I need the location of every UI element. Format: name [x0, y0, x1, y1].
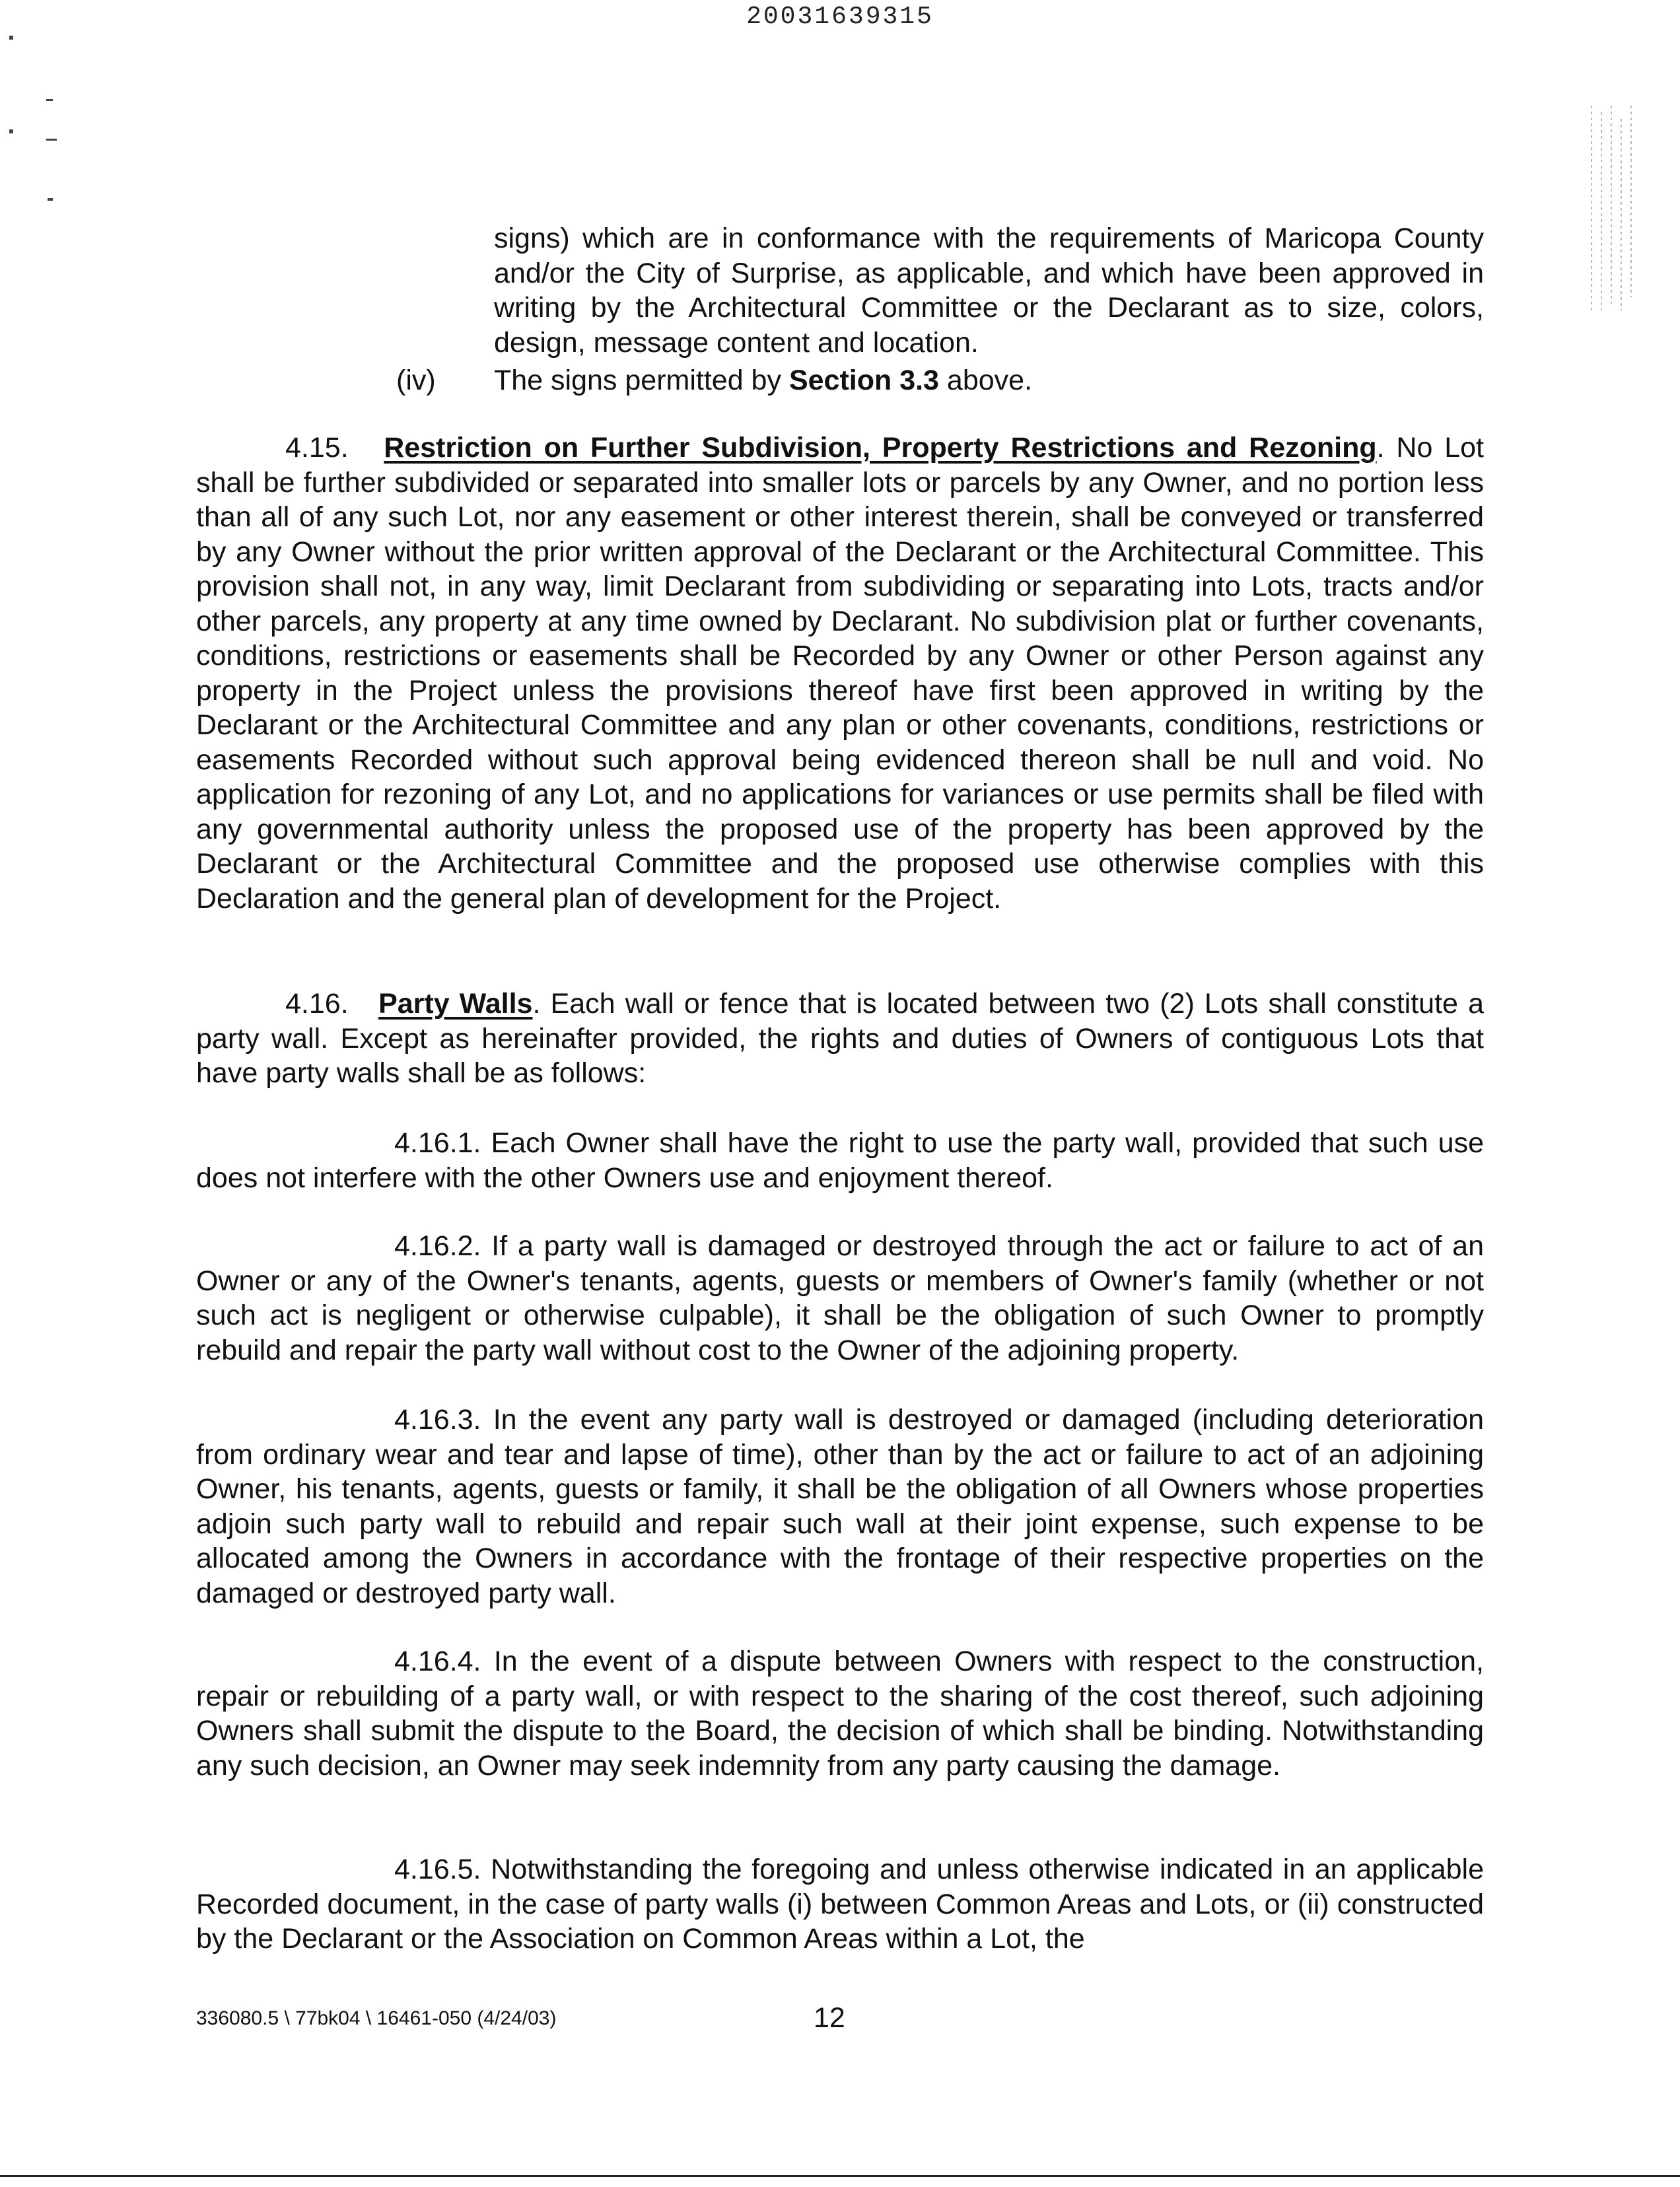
- subsection-number: 4.16.5.: [394, 1854, 481, 1885]
- section-reference: Section 3.3: [788, 364, 939, 396]
- subsection-4-16-2: [196, 1229, 1484, 1368]
- subsection-paragraph: [196, 1644, 1484, 1783]
- subsection-text: Each Owner shall have the right to use the party wall, provided that such use does not interfere with the other Owners use and enjoyment thereof.: [196, 1127, 1484, 1194]
- section-body: . No Lot shall be further subdivided or separated into smaller lots or parcels by any Owner, and no portion less than all of any such Lot, nor any easement or other interest therein, shall be conveyed or transferred by any Owner without the prior written approval of the Declarant or the Architectural Committee. This provision shall not, in any way, limit Declarant from subdividing or separating into Lots, tracts and/or other parcels, any property at any time owned by Declarant. No subdivision plat or further covenants, conditions, restrictions or easements shall be Recorded by any Owner or other Person against any property in the Project unless the provisions thereof have first been approved in writing by the Declarant or the Architectural Committee and any plan or other covenants, conditions, restrictions or easements Recorded without such approval being evidenced thereon shall be null and void. No application for rezoning of any Lot, and no applications for variances or use permits shall be filed with any governmental authority unless the proposed use of the property has been approved by the Declarant or the Architectural Committee and the proposed use otherwise complies with this Declaration and the general plan of development for the Project.: [196, 432, 1485, 915]
- subsection-paragraph: [196, 1126, 1484, 1195]
- scan-speck: [9, 129, 13, 133]
- recording-stamp-mark: [1585, 99, 1638, 317]
- subsection-text: In the event any party wall is destroyed or damaged (including deterioration from ordinary wear and tear and lapse of time), other than by the act or failure to act of an adjoining Owner, his tenants, agents, guests or family, it shall be the obligation of all Owners whose properties adjoin such party wall to rebuild and repair such wall at their joint expense, such expense to be allocated among the Owners in accordance with the frontage of their respective properties on the damaged or destroyed party wall.: [196, 1404, 1485, 1609]
- section-body: . Each wall or fence that is located between two (2) Lots shall constitute a party wall. Except as hereinafter provided, the rights and duties of Owners of contiguous Lots that have party walls shall be as follows:: [196, 988, 1484, 1089]
- subsection-paragraph: [196, 1229, 1484, 1368]
- subsection-text: If a party wall is damaged or destroyed through the act or failure to act of an Owner or any of the Owner's tenants, agents, guests or members of Owner's family (whether or not such act is negligent or otherwise culpable), it shall be the obligation of such Owner to promptly rebuild and repair the party wall without cost to the Owner of the adjoining property.: [196, 1230, 1484, 1366]
- item-number: (iv): [396, 364, 436, 396]
- scan-speck: [46, 139, 57, 141]
- continuation-text: signs) which are in conformance with the requirements of Maricopa County and/or the City of Surprise, as applicable, and which have been approved in writing by the Architectural Committee or the Declarant as to size, colors, design, message content and location.: [494, 223, 1484, 359]
- section-4-16: [196, 987, 1484, 1091]
- subsection-4-16-3: [196, 1403, 1484, 1611]
- item-text: [494, 363, 1032, 398]
- item-text-before: The signs permitted by: [494, 364, 789, 396]
- subsection-number: 4.16.4.: [394, 1646, 481, 1677]
- subsection-text: Notwithstanding the foregoing and unless otherwise indicated in an applicable Recorded document, in the case of party walls (i) between Common Areas and Lots, or (ii) constructed by the Declarant or the Association on Common Areas within a Lot, the: [196, 1854, 1484, 1955]
- section-number: 4.16.: [285, 988, 349, 1020]
- subsection-4-16-1: [196, 1126, 1484, 1195]
- scan-speck: [48, 198, 53, 201]
- scan-speck: [9, 36, 13, 40]
- subsection-paragraph: [196, 1852, 1484, 1957]
- subsection-number: 4.16.2.: [394, 1230, 481, 1262]
- section-paragraph: [196, 431, 1484, 916]
- section-number: 4.15.: [285, 432, 349, 464]
- subsection-number: 4.16.3.: [394, 1404, 481, 1436]
- scan-bottom-edge: [0, 2175, 1680, 2177]
- section-paragraph: [196, 987, 1484, 1091]
- item-text-after: above.: [938, 364, 1033, 396]
- subsection-4-16-4: [196, 1644, 1484, 1783]
- subsection-paragraph: [196, 1403, 1484, 1611]
- page-number: 12: [814, 2002, 845, 2034]
- subsection-text: In the event of a dispute between Owners with respect to the construction, repair or rebuilding of a party wall, or with respect to the sharing of the cost thereof, such adjoining Owners shall submit the dispute to the Board, the decision of which shall be binding. Notwithstanding any such decision, an Owner may seek indemnity from any party causing the damage.: [196, 1646, 1484, 1782]
- continuation-paragraph: [494, 193, 1484, 388]
- document-number: 20031639315: [746, 3, 934, 31]
- subsection-4-16-5: [196, 1852, 1484, 1957]
- section-heading: Party Walls: [378, 988, 533, 1020]
- scan-speck: [46, 99, 53, 101]
- footer-file-reference: 336080.5 \ 77bk04 \ 16461-050 (4/24/03): [196, 2007, 557, 2029]
- section-heading: Restriction on Further Subdivision, Property Restrictions and Rezoning: [384, 432, 1377, 464]
- subsection-number: 4.16.1.: [394, 1127, 481, 1159]
- section-4-15: [196, 431, 1484, 916]
